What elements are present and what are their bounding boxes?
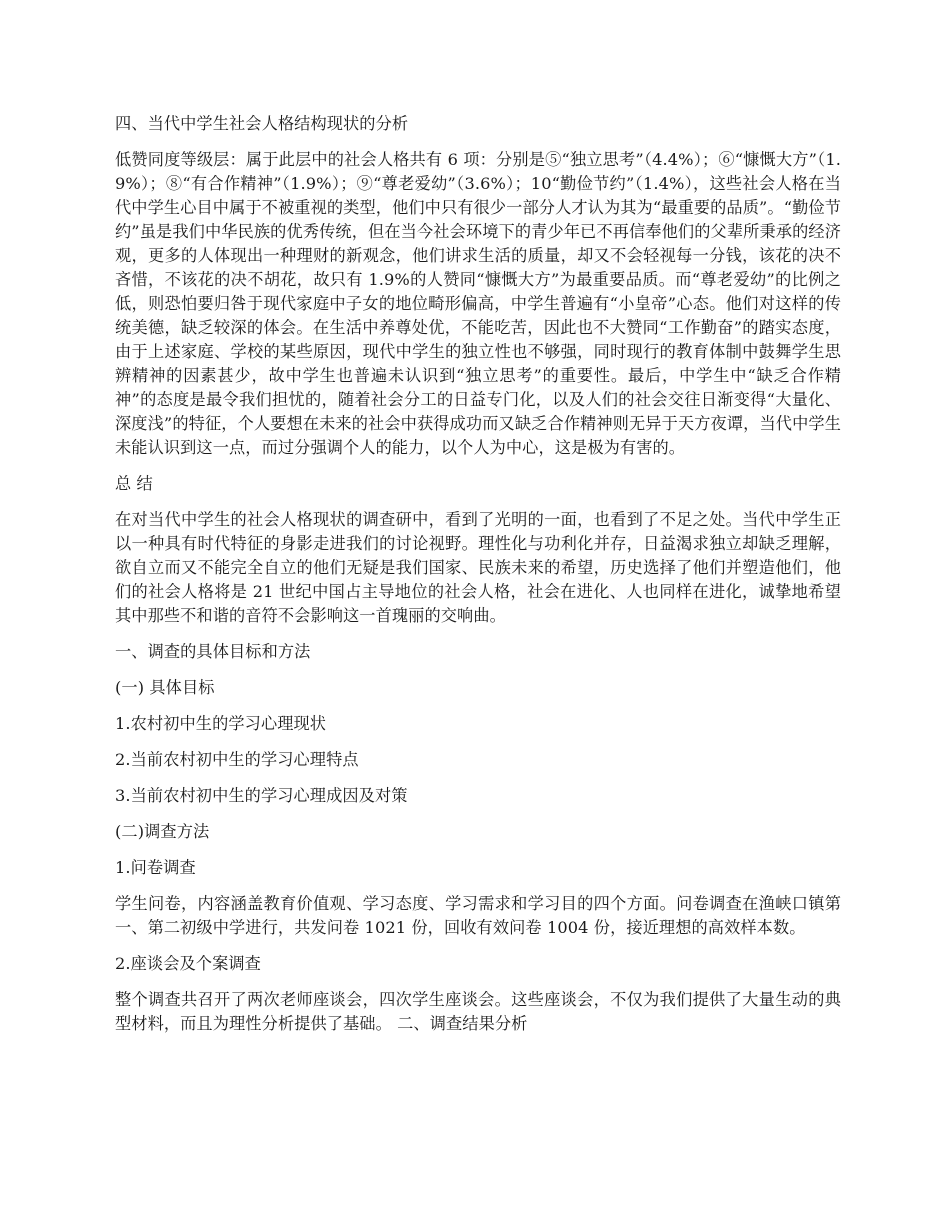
list-item: 3.当前农村初中生的学习心理成因及对策 xyxy=(115,786,408,805)
list-item: 1.问卷调查 xyxy=(115,858,196,877)
list-item: 2.当前农村初中生的学习心理特点 xyxy=(115,750,359,769)
list-item: 2.座谈会及个案调查 xyxy=(115,954,261,973)
section-heading: 四、当代中学生社会人格结构现状的分析 xyxy=(115,114,409,133)
section-heading: 总 结 xyxy=(115,474,153,493)
body-paragraph: 学生问卷，内容涵盖教育价值观、学习态度、学习需求和学习目的四个方面。问卷调查在渔峡口镇第一、第二初级中学进行，共发问卷 1021 份，回收有效问卷 1004 份，接近理想的高效样本数。 xyxy=(115,894,841,937)
section-heading: 一、调查的具体目标和方法 xyxy=(115,642,311,661)
list-item: 1.农村初中生的学习心理现状 xyxy=(115,714,327,733)
body-paragraph: 整个调查共召开了两次老师座谈会，四次学生座谈会。这些座谈会，不仅为我们提供了大量生动的典型材料，而且为理性分析提供了基础。 二、调查结果分析 xyxy=(115,990,841,1033)
body-paragraph: 在对当代中学生的社会人格现状的调查研中，看到了光明的一面，也看到了不足之处。当代中学生正以一种具有时代特征的身影走进我们的讨论视野。理性化与功利化并存，日益渴求独立却缺乏理解，欲自立而又不能完全自立的他们无疑是我们国家、民族未来的希望，历史选择了他们并塑造他们，他们的社会人格将是 21 世纪中国占主导地位的社会人格，社会在进化、人也同样在进化，诚挚地希望其中那些不和谐的音符不会影响这一首瑰丽的交响曲。 xyxy=(115,510,841,625)
body-paragraph: 低赞同度等级层：属于此层中的社会人格共有 6 项：分别是⑤“独立思考”（4.4%）；⑥“慷慨大方”（1.9%）；⑧“有合作精神”（1.9%）；⑨“尊老爱幼”（3.6%）；10“勤俭节约”（1.4%），这些社会人格在当代中学生心目中属于不被重视的类型，他们中只有很少一部分人才认为其为“最重要的品质”。“勤俭节约”虽是我们中华民族的优秀传统，但在当今社会环境下的青少年已不再信奉他们的父辈所秉承的经济观，更多的人体现出一种理财的新观念，他们讲求生活的质量，却又不会轻视每一分钱，该花的决不吝惜，不该花的决不胡花，故只有 1.9%的人赞同“慷慨大方”为最重要品质。而“尊老爱幼”的比例之低，则恐怕要归咎于现代家庭中子女的地位畸形偏高，中学生普遍有“小皇帝”心态。他们对这样的传统美德，缺乏较深的体会。在生活中养尊处优，不能吃苦，因此也不大赞同“工作勤奋”的踏实态度，由于上述家庭、学校的某些原因，现代中学生的独立性也不够强，同时现行的教育体制中鼓舞学生思辨精神的因素甚少，故中学生也普遍未认识到“独立思考”的重要性。最后，中学生中“缺乏合作精神”的态度是最令我们担忧的，随着社会分工的日益专门化，以及人们的社会交往日渐变得“大量化、深度浅”的特征，个人要想在未来的社会中获得成功而又缺乏合作精神则无异于天方夜谭，当代中学生未能认识到这一点，而过分强调个人的能力，以个人为中心，这是极为有害的。 xyxy=(115,150,841,457)
subsection-heading: (二)调查方法 xyxy=(115,822,210,841)
document-page xyxy=(115,112,841,1048)
subsection-heading: (一) 具体目标 xyxy=(115,678,215,697)
